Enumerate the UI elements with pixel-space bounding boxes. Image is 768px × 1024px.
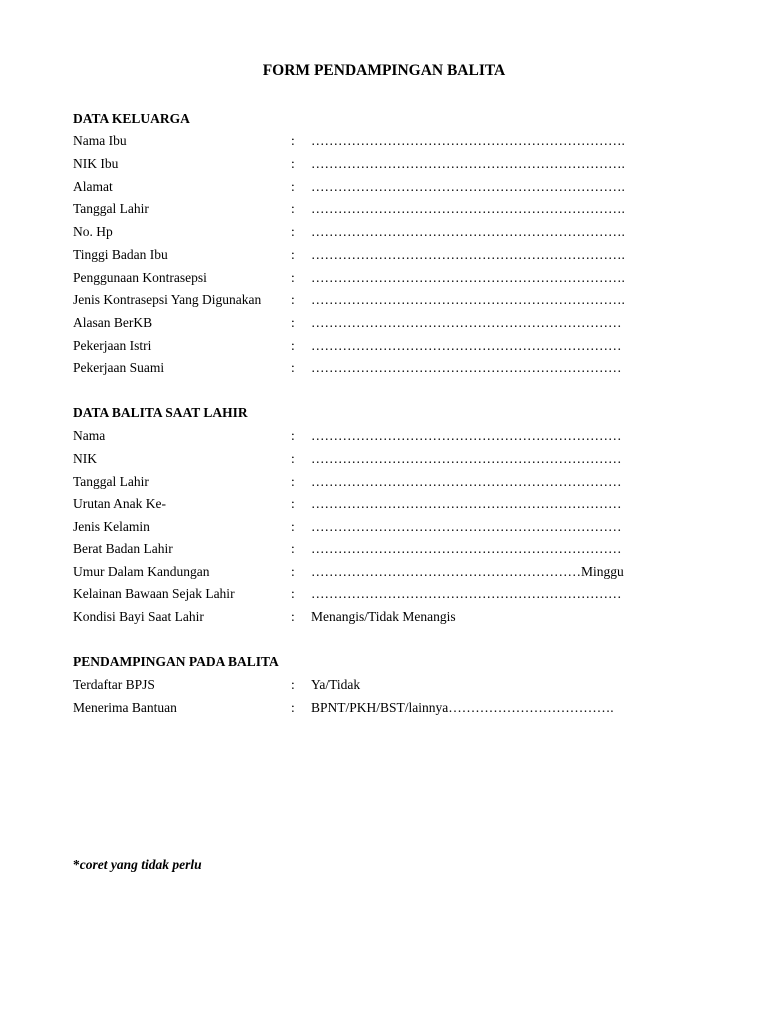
field-colon: : (291, 700, 295, 715)
field-label: Urutan Anak Ke- (73, 496, 166, 511)
field-label: Terdaftar BPJS (73, 677, 155, 692)
field-colon: : (291, 496, 295, 511)
field-label: Kondisi Bayi Saat Lahir (73, 609, 204, 624)
field-colon: : (291, 201, 295, 216)
field-label: Kelainan Bawaan Sejak Lahir (73, 586, 235, 601)
field-colon: : (291, 609, 295, 624)
field-label: Jenis Kontrasepsi Yang Digunakan (73, 292, 262, 307)
form-row-jenis-kontrasepsi (73, 292, 693, 312)
field-label: NIK (73, 451, 97, 466)
field-colon: : (291, 451, 295, 466)
field-value: Ya/Tidak (311, 677, 361, 692)
field-colon: : (291, 133, 295, 148)
section-heading-data-keluarga: DATA KELUARGA (73, 111, 190, 126)
form-row-pekerjaan-suami (73, 360, 693, 380)
field-value: …………………………………………………………… (311, 519, 622, 534)
field-colon: : (291, 315, 295, 330)
section-heading-pendampingan: PENDAMPINGAN PADA BALITA (73, 654, 279, 669)
field-colon: : (291, 474, 295, 489)
field-label: Umur Dalam Kandungan (73, 564, 210, 579)
field-label: Tanggal Lahir (73, 474, 149, 489)
field-value: …………………………………………………………… (311, 360, 622, 375)
form-row-tanggal-lahir-balita (73, 474, 693, 494)
form-row-tanggal-lahir-ibu (73, 201, 693, 221)
footnote-asterisk: * (73, 857, 80, 872)
field-value: …………………………………………………………… (311, 474, 622, 489)
field-label: Alamat (73, 179, 113, 194)
field-colon: : (291, 292, 295, 307)
field-label: Penggunaan Kontrasepsi (73, 270, 207, 285)
form-row-nik-ibu (73, 156, 693, 176)
field-value: ……………………………………………………………. (311, 270, 625, 285)
field-value: ……………………………………………………………. (311, 247, 625, 262)
footnote (73, 857, 202, 873)
field-value: …………………………………………………………… (311, 315, 622, 330)
field-label: No. Hp (73, 224, 113, 239)
form-row-umur-dalam-kandungan (73, 564, 693, 584)
field-colon: : (291, 156, 295, 171)
form-row-alamat (73, 179, 693, 199)
field-label: Nama (73, 428, 106, 443)
field-colon: : (291, 541, 295, 556)
field-colon: : (291, 586, 295, 601)
field-colon: : (291, 519, 295, 534)
form-row-kondisi-bayi (73, 609, 693, 629)
field-label: Nama Ibu (73, 133, 127, 148)
field-label: Pekerjaan Suami (73, 360, 165, 375)
form-row-menerima-bantuan (73, 700, 693, 720)
form-row-tinggi-badan-ibu (73, 247, 693, 267)
form-row-jenis-kelamin (73, 519, 693, 539)
field-label: Menerima Bantuan (73, 700, 177, 715)
field-value: Menangis/Tidak Menangis (311, 609, 456, 624)
form-row-penggunaan-kontrasepsi (73, 270, 693, 290)
field-colon: : (291, 247, 295, 262)
form-row-nama-ibu (73, 133, 693, 153)
field-colon: : (291, 338, 295, 353)
field-label: Berat Badan Lahir (73, 541, 173, 556)
footnote-text: coret yang tidak perlu (79, 857, 202, 872)
field-value: …………………………………………………………… (311, 496, 622, 511)
field-value: ……………………………………………………………. (311, 156, 625, 171)
field-value: …………………………………………………………… (311, 338, 622, 353)
form-row-urutan-anak (73, 496, 693, 516)
field-value: …………………………………………………………… (311, 586, 622, 601)
form-row-berat-badan-lahir (73, 541, 693, 561)
field-label: Jenis Kelamin (73, 519, 150, 534)
field-colon: : (291, 564, 295, 579)
field-value: ……………………………………………………………. (311, 292, 625, 307)
field-label: Tinggi Badan Ibu (73, 247, 168, 262)
field-value: BPNT/PKH/BST/lainnya………………………………. (311, 700, 614, 715)
form-row-kelainan-bawaan (73, 586, 693, 606)
form-row-nama-balita (73, 428, 693, 448)
field-label: Pekerjaan Istri (73, 338, 152, 353)
form-row-nik-balita (73, 451, 693, 471)
field-value: ……………………………………………………………. (311, 201, 625, 216)
field-colon: : (291, 360, 295, 375)
field-colon: : (291, 179, 295, 194)
field-value: ……………………………………………………………. (311, 179, 625, 194)
form-row-alasan-berkb (73, 315, 693, 335)
section-heading-data-balita: DATA BALITA SAAT LAHIR (73, 405, 248, 420)
field-value: ……………………………………………………Minggu (311, 564, 624, 579)
field-label: NIK Ibu (73, 156, 119, 171)
field-label: Alasan BerKB (73, 315, 153, 330)
field-colon: : (291, 428, 295, 443)
form-row-no-hp (73, 224, 693, 244)
field-colon: : (291, 270, 295, 285)
form-row-terdaftar-bpjs (73, 677, 693, 697)
field-value: …………………………………………………………… (311, 451, 622, 466)
field-value: ……………………………………………………………. (311, 224, 625, 239)
field-value: ……………………………………………………………. (311, 133, 625, 148)
page-title: FORM PENDAMPINGAN BALITA (262, 62, 506, 79)
form-row-pekerjaan-istri (73, 338, 693, 358)
field-value: …………………………………………………………… (311, 428, 622, 443)
field-value: …………………………………………………………… (311, 541, 622, 556)
field-colon: : (291, 224, 295, 239)
field-label: Tanggal Lahir (73, 201, 149, 216)
field-colon: : (291, 677, 295, 692)
